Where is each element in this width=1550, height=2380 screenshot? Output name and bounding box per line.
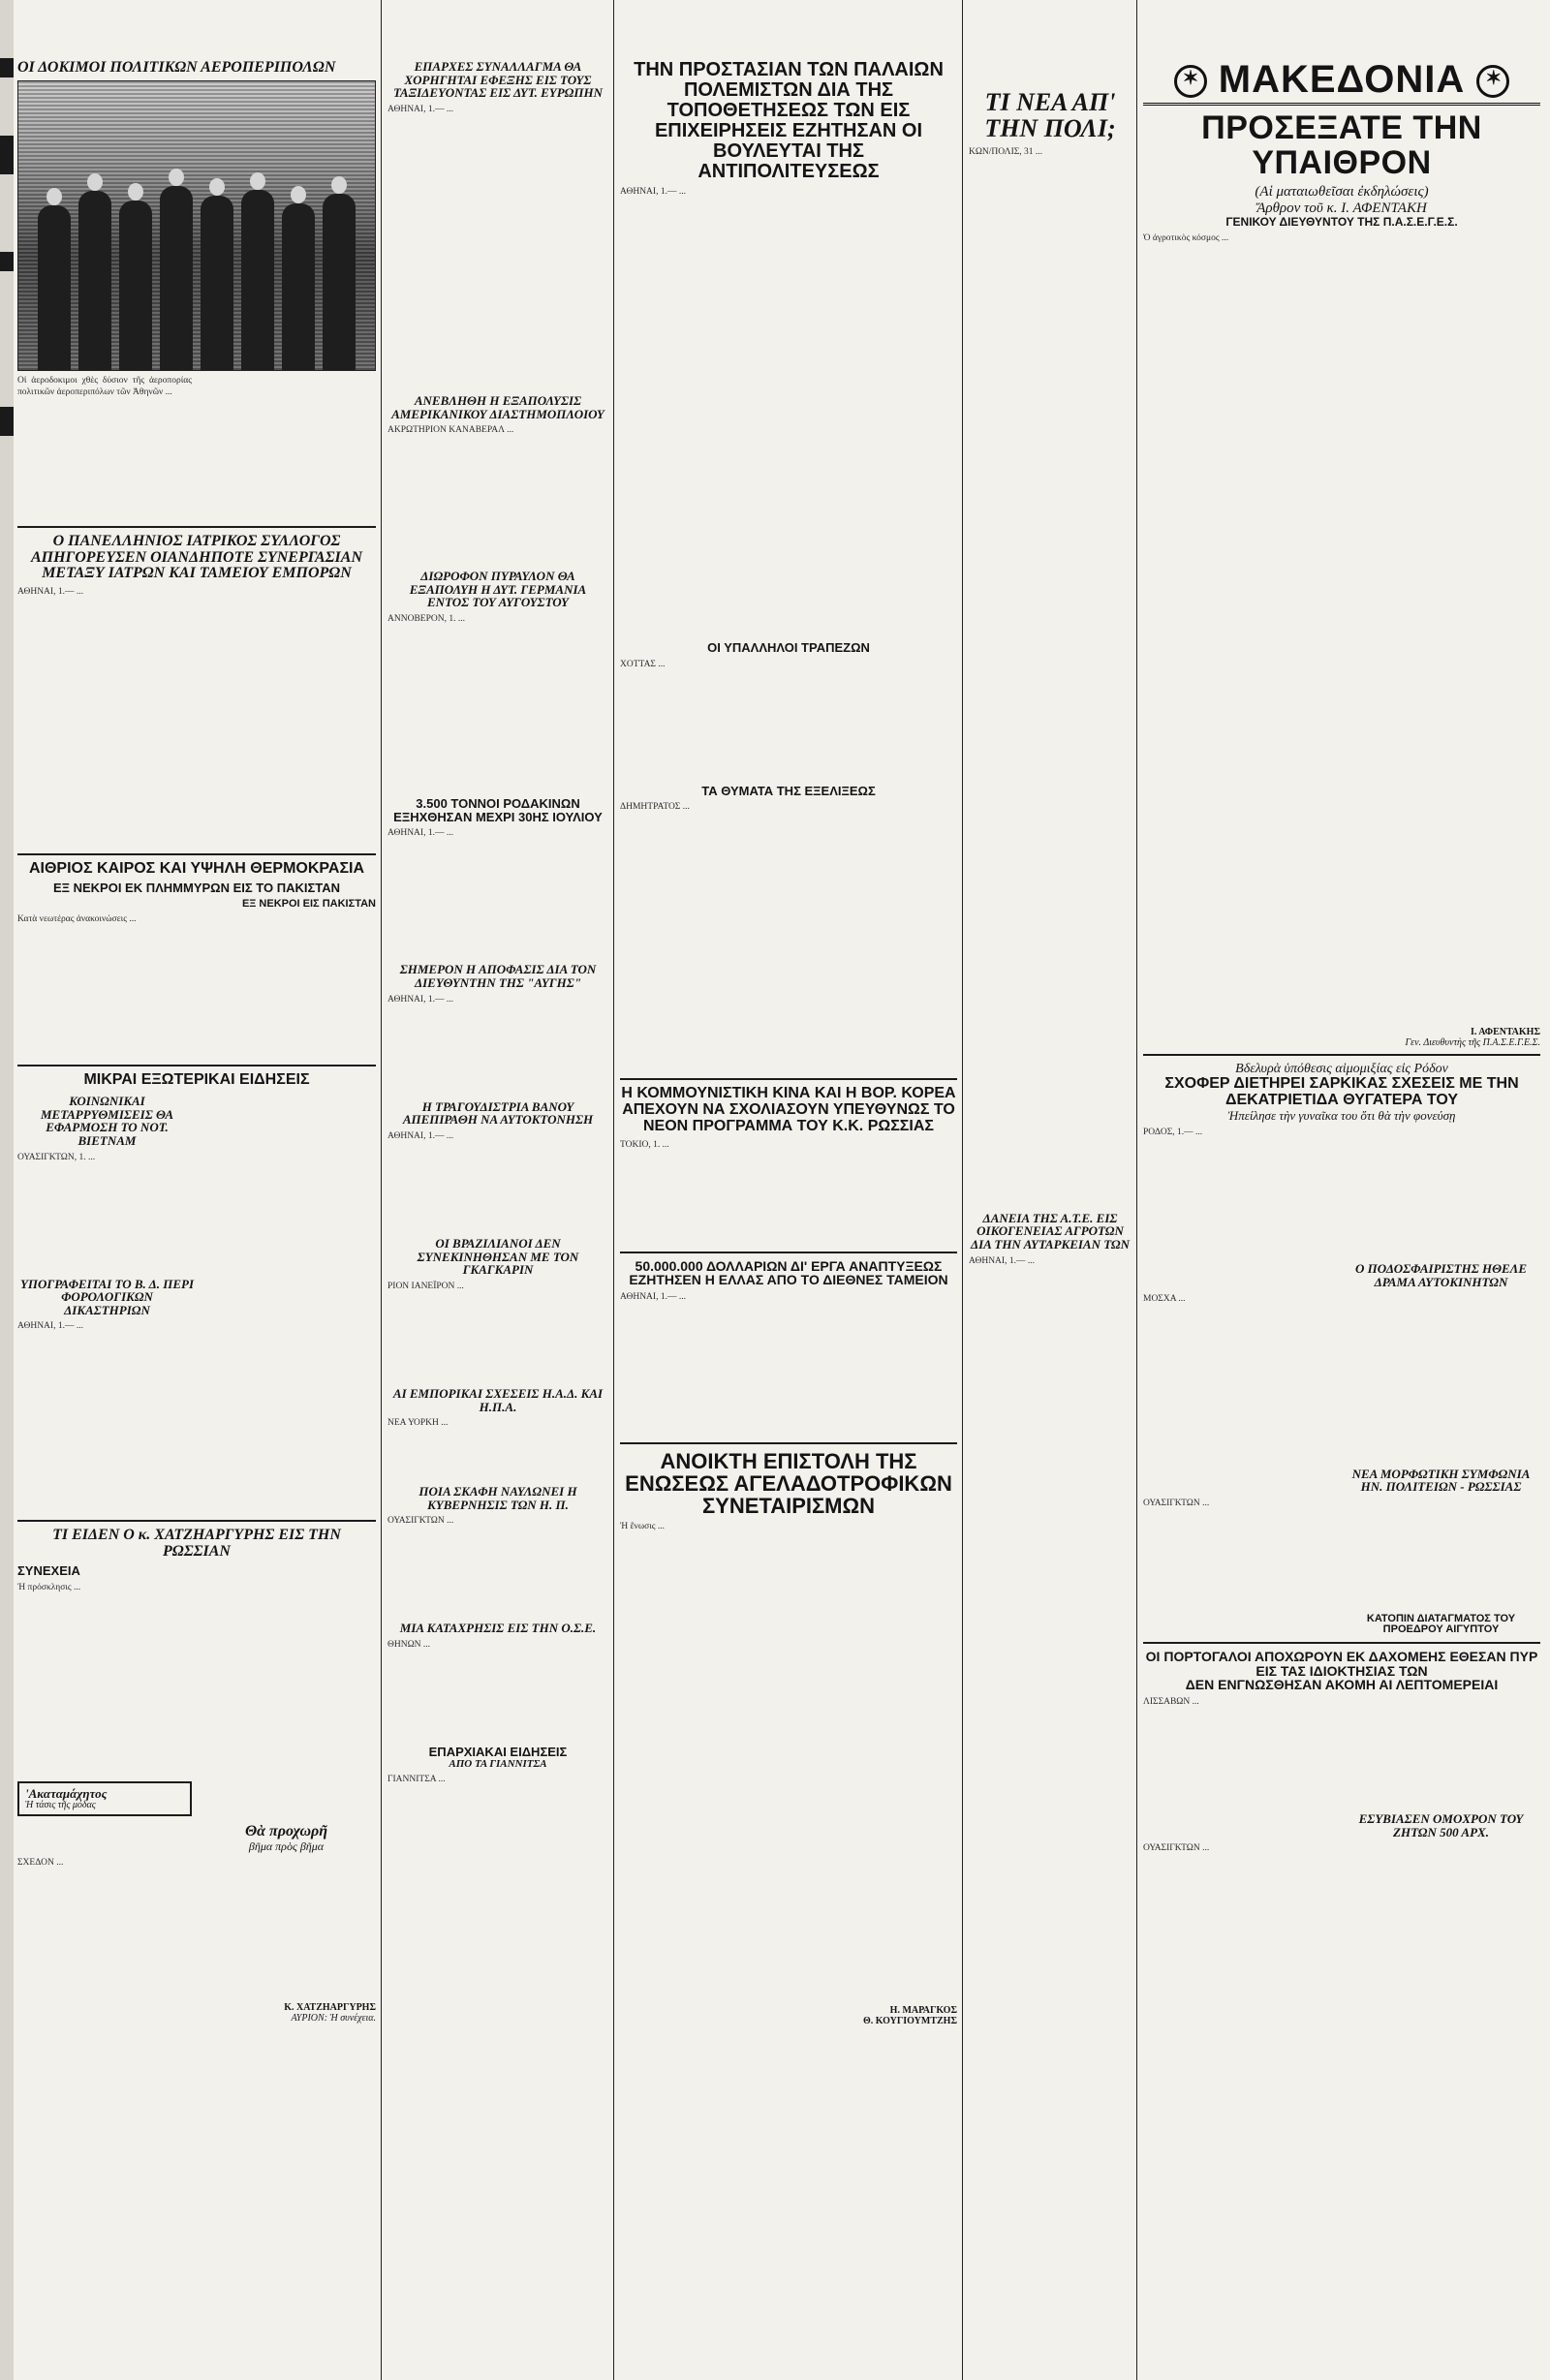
lead-headline: ΠΡΟΣΕΞΑΤΕ ΤΗΝ ΥΠΑΙΘΡΟΝ bbox=[1201, 109, 1482, 181]
masthead-title: ΜΑΚΕΔΟΝΙΑ bbox=[1218, 58, 1466, 101]
news-photo bbox=[17, 80, 376, 371]
story-body: ΑΘΗΝΑΙ, 1.— ... bbox=[620, 187, 686, 197]
column-2 bbox=[388, 0, 608, 2380]
signature: Η. ΜΑΡΑΓΚΟΣ bbox=[889, 2005, 957, 2017]
column-title: ΤΙ ΝΕΑ ΑΠ' ΤΗΝ ΠΟΛΙ; bbox=[984, 88, 1116, 143]
story-body: ΛΙΣΣΑΒΩΝ ... bbox=[1143, 1696, 1199, 1707]
story-title: ΔΙΩΡΟΦΟΝ ΠΥΡΑΥΛΟΝ ΘΑ ΕΞΑΠΟΛΥΗ Η ΔΥΤ. ΓΕΡΜΑΝΙΑ ΕΝΤΟΣ ΤΟΥ ΑΥΓΟΥΣΤΟΥ bbox=[409, 569, 587, 610]
story-body: ΜΟΣΧΑ ... bbox=[1143, 1293, 1186, 1304]
story-title: Η ΚΟΜΜΟΥΝΙΣΤΙΚΗ ΚΙΝΑ ΚΑΙ Η ΒΟΡ. ΚΟΡΕΑ ΑΠΕΧΟΥΝ ΝΑ ΣΧΟΛΙΑΣΟΥΝ ΥΠΕΥΘΥΝΩΣ ΤΟ ΝΕΟΝ ΠΡΟΓΡΑΜΜΑ ΤΟΥ Κ.Κ. ΡΩΣΣΙΑΣ bbox=[621, 1085, 956, 1134]
story-title: ΑΙΘΡΙΟΣ ΚΑΙΡΟΣ ΚΑΙ ΥΨΗΛΗ ΘΕΡΜΟΚΡΑΣΙΑ bbox=[28, 860, 365, 878]
lead-subtitle: (Αἱ ματαιωθεῖσαι ἐκδηλώσεις) bbox=[1255, 184, 1429, 201]
story-body: Ἡ πρόσκλησις ... bbox=[17, 1582, 81, 1592]
story-body: ΑΘΗΝΑΙ, 1.— ... bbox=[388, 828, 453, 839]
story-body: Ἡ ἕνωσις ... bbox=[620, 1522, 666, 1532]
photo-caption-text: Οἱ ἀεροδοκιμοι χθὲς δύσιον τῆς ἀεροπορίας πολιτικῶν ἀεροπεριπόλων τῶν Ἀθηνῶν ... bbox=[17, 375, 192, 397]
box-title: 'Ακαταμάχητος bbox=[25, 1785, 108, 1801]
story-body: ΣΧΕΔΟΝ ... bbox=[17, 1858, 64, 1869]
story-title: ΤΙ ΕΙΔΕΝ Ο κ. ΧΑΤΖΗΑΡΓΥΡΗΣ ΕΙΣ ΤΗΝ ΡΩΣΣΙΑΝ bbox=[52, 1527, 341, 1561]
story-title: Θὰ προχωρῆ bbox=[244, 1823, 328, 1840]
story-body: ΟΥΑΣΙΓΚΤΩΝ, 1. ... bbox=[17, 1152, 96, 1162]
story-body: ΔΗΜΗΤΡΑΤΟΣ ... bbox=[620, 802, 690, 813]
story-title: ΕΠΑΡΧΙΑΚΑΙ ΕΙΔΗΣΕΙΣ bbox=[428, 1745, 568, 1760]
story-title: ΟΙ ΥΠΑΛΛΗΛΟΙ ΤΡΑΠΕΖΩΝ bbox=[707, 640, 870, 655]
story-body: ΟΥΑΣΙΓΚΤΩΝ ... bbox=[388, 1516, 454, 1527]
signature-role: Γεν. Διευθυντὴς τῆς Π.Α.Σ.Ε.Γ.Ε.Σ. bbox=[1405, 1036, 1540, 1048]
story-body: Ὁ ἀγροτικὸς κόσμος ... bbox=[1143, 232, 1229, 243]
story-title: ΠΟΙΑ ΣΚΑΦΗ ΝΑΥΛΩΝΕΙ Η ΚΥΒΕΡΝΗΣΙΣ ΤΩΝ Η. Π. bbox=[418, 1484, 577, 1512]
story-subtitle: ΚΟΙΝΩΝΙΚΑΙ ΜΕΤΑΡΡΥΘΜΙΣΕΙΣ ΘΑ ΕΦΑΡΜΟΣΗ ΤΟ ΝΟΤ. ΒΙΕΤΝΑΜ bbox=[40, 1093, 174, 1148]
story-subtitle: ΥΠΟΓΡΑΦΕΙΤΑΙ ΤΟ Β. Δ. ΠΕΡΙ ΦΟΡΟΛΟΓΙΚΩΝ ΔΙΚΑΣΤΗΡΙΩΝ bbox=[19, 1276, 195, 1317]
story-kicker: ΣΥΝΕΧΕΙΑ bbox=[17, 1563, 80, 1579]
story-body: ΤΟΚΙΟ, 1. ... bbox=[620, 1139, 669, 1150]
story-body: ΑΘΗΝΑΙ, 1.— ... bbox=[969, 1255, 1035, 1266]
story-title: ΝΕΑ ΜΟΡΦΩΤΙΚΗ ΣΥΜΦΩΝΙΑ ΗΝ. ΠΟΛΙΤΕΙΩΝ - ΡΩΣΣΙΑΣ bbox=[1351, 1466, 1531, 1495]
story-body: ΚΩΝ/ΠΟΛΙΣ, 31 ... bbox=[969, 146, 1043, 157]
signature: Κ. ΧΑΤΖΗΑΡΓΥΡΗΣ bbox=[284, 2002, 376, 2014]
story-title: ΣΧΟΦΕΡ ΔΙΕΤΗΡΕΙ ΣΑΡΚΙΚΑΣ ΣΧΕΣΕΙΣ ΜΕ ΤΗΝ ΔΕΚΑΤΡΙΕΤΙΔΑ ΘΥΓΑΤΕΡΑ ΤΟΥ bbox=[1164, 1075, 1519, 1109]
story-body: ΑΝΝΟΒΕΡΟΝ, 1. ... bbox=[388, 614, 465, 625]
story-body: ΓΙΑΝΝΙΤΣΑ ... bbox=[388, 1775, 446, 1785]
story-subtitle: βῆμα πρὸς βῆμα bbox=[248, 1839, 325, 1854]
byline-role: ΓΕΝΙΚΟΥ ΔΙΕΥΘΥΝΤΟΥ ΤΗΣ Π.Α.Σ.Ε.Γ.Ε.Σ. bbox=[1225, 215, 1458, 230]
scanned-page-edge bbox=[0, 0, 14, 2380]
emblem-icon bbox=[1476, 65, 1509, 98]
story-title: ΑΝΕΒΛΗΘΗ Η ΕΞΑΠΟΛΥΣΙΣ ΑΜΕΡΙΚΑΝΙΚΟΥ ΔΙΑΣΤΗΜΟΠΛΟΙΟΥ bbox=[391, 392, 604, 421]
box-story bbox=[17, 1781, 192, 1817]
story-body: ΧΟΤΤΑΣ ... bbox=[620, 659, 666, 669]
story-title: 50.000.000 ΔΟΛΛΑΡΙΩΝ ΔΙ' ΕΡΓΑ ΑΝΑΠΤΥΞΕΩΣ ΕΖΗΤΗΣΕΝ Η ΕΛΛΑΣ ΑΠΟ ΤΟ ΔΙΕΘΝΕΣ ΤΑΜΕΙΟΝ bbox=[629, 1257, 948, 1288]
story-subtitle: Ἠπείλησε τὴν γυναῖκα του ὅτι θὰ τὴν φονεύσῃ bbox=[1227, 1107, 1456, 1123]
box-subtitle: Ἡ τάσις τῆς μόδας bbox=[25, 1800, 96, 1811]
signature: Ι. ΑΦΕΝΤΑΚΗΣ bbox=[1470, 1026, 1540, 1037]
lead-headline: ΤΗΝ ΠΡΟΣΤΑΣΙΑΝ ΤΩΝ ΠΑΛΑΙΩΝ ΠΟΛΕΜΙΣΤΩΝ ΔΙΑ ΤΗΣ ΤΟΠΟΘΕΤΗΣΕΩΣ ΤΩΝ ΕΙΣ ΕΠΙΧΕΙΡΗΣΕΙΣ ΕΖΗΤΗΣΑΝ ΟΙ ΒΟΥΛΕΥΤΑΙ ΤΗΣ ΑΝΤΙΠΟΛΙΤΕΥΣΕΩΣ bbox=[634, 59, 944, 182]
column-1 bbox=[17, 0, 376, 2380]
signature-note: ΑΥΡΙΟΝ: Ἡ συνέχεια. bbox=[291, 2013, 376, 2025]
story-body: ΑΘΗΝΑΙ, 1.— ... bbox=[388, 104, 453, 114]
byline: Ἄρθρον τοῦ κ. Ι. ΑΦΕΝΤΑΚΗ bbox=[1256, 200, 1427, 216]
story-body: ΝΕΑ ΥΟΡΚΗ ... bbox=[388, 1418, 449, 1429]
story-body: ΑΚΡΩΤΗΡΙΟΝ ΚΑΝΑΒΕΡΑΛ ... bbox=[388, 425, 514, 436]
story-note: ΚΑΤΟΠΙΝ ΔΙΑΤΑΓΜΑΤΟΣ ΤΟΥ ΠΡΟΕΔΡΟΥ ΑΙΓΥΠΤΟΥ bbox=[1366, 1612, 1516, 1636]
story-body: ΡΟΔΟΣ, 1.— ... bbox=[1143, 1128, 1203, 1138]
story-title: ΑΝΟΙΚΤΗ ΕΠΙΣΤΟΛΗ ΤΗΣ ΕΝΩΣΕΩΣ ΑΓΕΛΑΔΟΤΡΟΦΙΚΩΝ ΣΥΝΕΤΑΙΡΙΣΜΩΝ bbox=[625, 1449, 952, 1519]
story-title: 3.500 ΤΟΝΝΟΙ ΡΟΔΑΚΙΝΩΝ ΕΞΗΧΘΗΣΑΝ ΜΕΧΡΙ 30ΗΣ ΙΟΥΛΙΟΥ bbox=[393, 796, 603, 824]
story-body: ΑΘΗΝΑΙ, 1.— ... bbox=[388, 994, 453, 1005]
column-rule bbox=[962, 0, 963, 2380]
story-body: ΟΥΑΣΙΓΚΤΩΝ ... bbox=[1143, 1498, 1210, 1508]
story-body: ΘΗΝΩΝ ... bbox=[388, 1640, 431, 1651]
story-side-title: ΕΞ ΝΕΚΡΟΙ ΕΙΣ ΠΑΚΙΣΤΑΝ bbox=[241, 897, 376, 910]
story-title: ΤΑ ΘΥΜΑΤΑ ΤΗΣ ΕΞΕΛΙΞΕΩΣ bbox=[701, 783, 876, 798]
emblem-icon bbox=[1174, 65, 1207, 98]
column-4 bbox=[969, 0, 1132, 2380]
story-title: Ο ΠΑΝΕΛΛΗΝΙΟΣ ΙΑΤΡΙΚΟΣ ΣΥΛΛΟΓΟΣ ΑΠΗΓΟΡΕΥΣΕΝ ΟΙΑΝΔΗΠΟΤΕ ΣΥΝΕΡΓΑΣΙΑΝ ΜΕΤΑΞΥ ΙΑΤΡΩΝ ΚΑΙ ΤΑΜΕΙΟΥ ΕΜΠΟΡΩΝ bbox=[30, 532, 363, 582]
story-title: ΑΙ ΕΜΠΟΡΙΚΑΙ ΣΧΕΣΕΙΣ Η.Α.Δ. ΚΑΙ Η.Π.Α. bbox=[392, 1385, 604, 1414]
story-title: Η ΤΡΑΓΟΥΔΙΣΤΡΙΑ ΒΑΝΟΥ ΑΠΕΠΙΡΑΘΗ ΝΑ ΑΥΤΟΚΤΟΝΗΣΗ bbox=[402, 1098, 594, 1128]
story-body: ΑΘΗΝΑΙ, 1.— ... bbox=[17, 587, 83, 598]
story-body: ΑΘΗΝΑΙ, 1.— ... bbox=[620, 1292, 686, 1303]
story-body: ΟΥΑΣΙΓΚΤΩΝ ... bbox=[1143, 1843, 1210, 1854]
story-title: Ο ΠΟΔΟΣΦΑΙΡΙΣΤΗΣ ΗΘΕΛΕ ΔΡΑΜΑ ΑΥΤΟΚΙΝΗΤΩΝ bbox=[1354, 1261, 1528, 1289]
photo-title: ΟΙ ΔΟΚΙΜΟΙ ΠΟΛΙΤΙΚΩΝ ΑΕΡΟΠΕΡΙΠΟΛΩΝ bbox=[17, 59, 336, 76]
column-rule bbox=[1136, 0, 1137, 2380]
column-5 bbox=[1143, 0, 1540, 2380]
story-subtitle: ΕΞ ΝΕΚΡΟΙ ΕΚ ΠΛΗΜΜΥΡΩΝ ΕΙΣ ΤΟ ΠΑΚΙΣΤΑΝ bbox=[52, 880, 341, 895]
story-title: ΣΗΜΕΡΟΝ Η ΑΠΟΦΑΣΙΣ ΔΙΑ ΤΟΝ ΔΙΕΥΘΥΝΤΗΝ ΤΗΣ "ΑΥΓΗΣ" bbox=[399, 962, 597, 991]
story-body: ΑΘΗΝΑΙ, 1.— ... bbox=[17, 1321, 83, 1332]
masthead bbox=[1143, 60, 1540, 106]
story-title: ΟΙ ΒΡΑΖΙΛΙΑΝΟΙ ΔΕΝ ΣΥΝΕΚΙΝΗΘΗΣΑΝ ΜΕ ΤΟΝ ΓΚΑΓΚΑΡΙΝ bbox=[417, 1235, 579, 1278]
story-title: ΟΙ ΠΟΡΤΟΓΑΛΟΙ ΑΠΟΧΩΡΟΥΝ ΕΚ ΔΑΧΟΜΕΗΣ ΕΘΕΣΑΝ ΠΥΡ ΕΙΣ ΤΑΣ ΙΔΙΟΚΤΗΣΙΑΣ ΤΩΝ bbox=[1145, 1648, 1538, 1679]
story-body: Κατὰ νεωτέρας ἀνακοινώσεις ... bbox=[17, 914, 137, 925]
story-title: ΕΠΑΡΧΕΣ ΣΥΝΑΛΛΑΓΜΑ ΘΑ ΧΟΡΗΓΗΤΑΙ ΕΦΕΞΗΣ ΕΙΣ ΤΟΥΣ ΤΑΞΙΔΕΥΟΝΤΑΣ ΕΙΣ ΔΥΤ. ΕΥΡΩΠΗΝ bbox=[393, 59, 603, 101]
story-kicker: Βδελυρὰ ὑπόθεσις αἱμομιξίας εἰς Ρόδον bbox=[1235, 1061, 1448, 1076]
story-title: ΔΑΝΕΙΑ ΤΗΣ Α.Τ.Ε. ΕΙΣ ΟΙΚΟΓΕΝΕΙΑΣ ΑΓΡΟΤΩΝ ΔΙΑ ΤΗΝ ΑΥΤΑΡΚΕΙΑΝ ΤΩΝ bbox=[970, 1210, 1131, 1252]
story-title: ΜΙΚΡΑΙ ΕΞΩΤΕΡΙΚΑΙ ΕΙΔΗΣΕΙΣ bbox=[83, 1071, 310, 1089]
column-3 bbox=[620, 0, 957, 2380]
story-title: ΕΣΥΒΙΑΣΕΝ ΟΜΟΧΡΟΝ ΤΟΥ ΖΗΤΩΝ 500 ΑΡΧ. bbox=[1358, 1810, 1524, 1839]
column-rule bbox=[381, 0, 382, 2380]
story-subtitle: ΔΕΝ ΕΝΓΝΩΣΘΗΣΑΝ ΑΚΟΜΗ ΑΙ ΛΕΠΤΟΜΕΡΕΙΑΙ bbox=[1185, 1677, 1499, 1693]
story-body: ΑΘΗΝΑΙ, 1.— ... bbox=[388, 1130, 453, 1141]
story-body: ΡΙΟΝ ΙΑΝΕΪΡΟΝ ... bbox=[388, 1281, 464, 1291]
column-rule bbox=[613, 0, 614, 2380]
story-subtitle: ΑΠΟ ΤΑ ΓΙΑΝΝΙΤΣΑ bbox=[449, 1757, 547, 1770]
story-title: ΜΙΑ ΚΑΤΑΧΡΗΣΙΣ ΕΙΣ ΤΗΝ Ο.Σ.Ε. bbox=[399, 1621, 597, 1636]
signature: Θ. ΚΟΥΓΙΟΥΜΤΖΗΣ bbox=[863, 2016, 957, 2027]
